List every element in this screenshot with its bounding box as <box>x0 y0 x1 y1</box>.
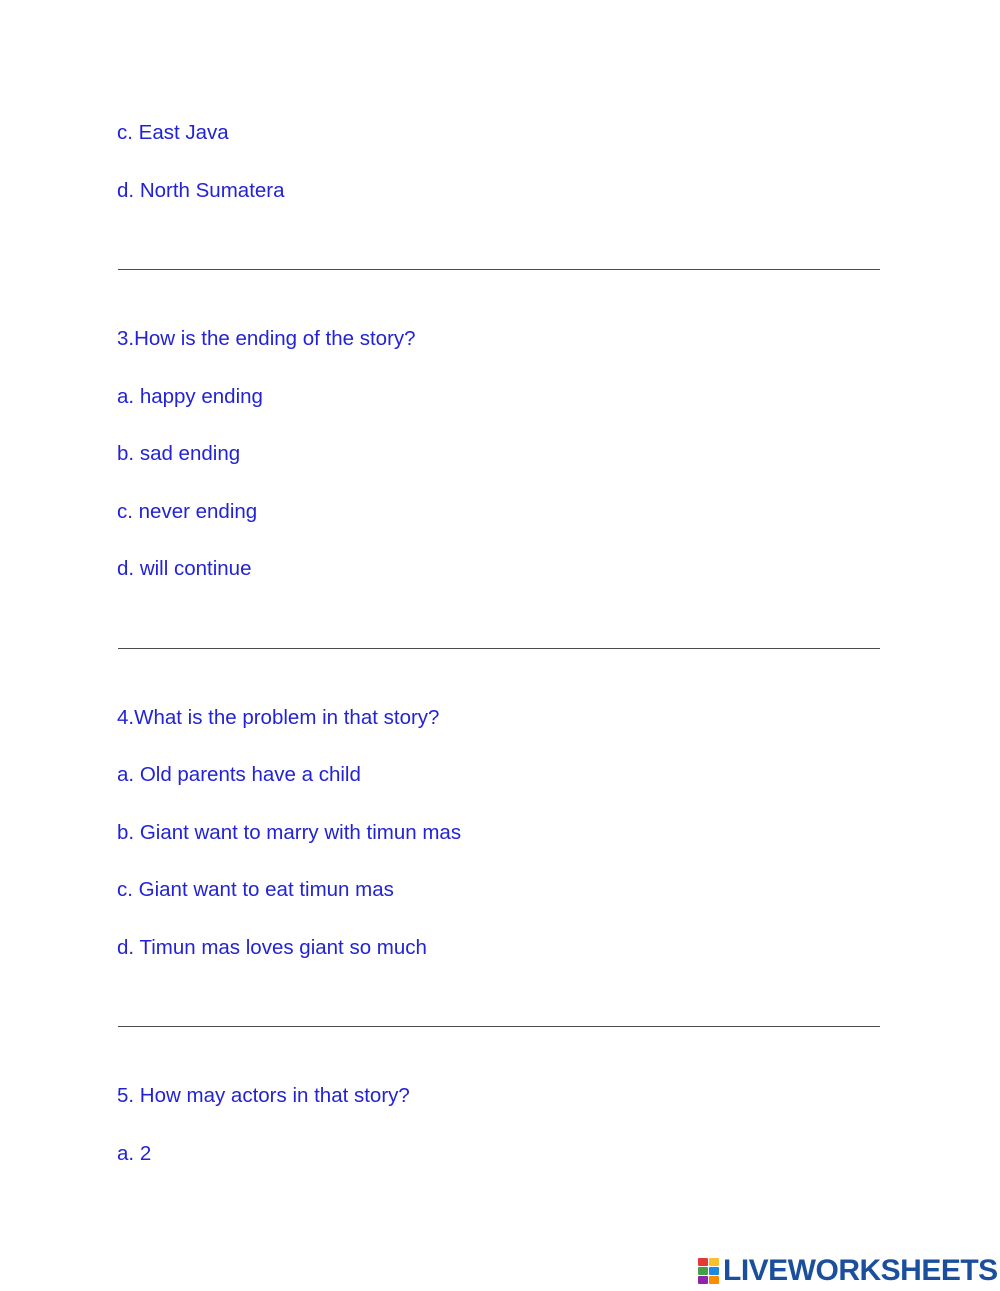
option-letter: c. <box>117 121 133 144</box>
q3-option-d <box>117 556 251 582</box>
liveworksheets-mark-icon <box>698 1258 720 1284</box>
option-letter: b. <box>117 442 135 465</box>
option-letter: a. <box>117 385 135 408</box>
q5-option-a <box>117 1141 151 1167</box>
q4-option-d <box>117 935 427 961</box>
answer-line[interactable] <box>118 1026 880 1027</box>
q4-option-a <box>117 762 361 788</box>
option-letter: d. <box>117 557 135 580</box>
option-letter: d. <box>117 179 135 202</box>
q5-question: 5. How may actors in that story? <box>117 1084 410 1107</box>
option-letter: a. <box>117 763 135 786</box>
answer-line[interactable] <box>118 648 880 649</box>
logo-text: LIVEWORKSHEETS <box>723 1254 998 1287</box>
liveworksheets-logo[interactable] <box>698 1256 998 1286</box>
option-letter: a. <box>117 1142 135 1165</box>
q4-option-c <box>117 877 394 903</box>
option-text: East Java <box>138 121 229 144</box>
option-letter: c. <box>117 878 133 901</box>
option-text: North Sumatera <box>139 179 285 202</box>
option-text: happy ending <box>139 385 263 408</box>
q2-option-c <box>117 120 229 146</box>
q4-option-b <box>117 820 461 846</box>
option-text: Giant want to eat timun mas <box>138 878 394 901</box>
option-text: Timun mas loves giant so much <box>139 936 427 959</box>
q3-option-c <box>117 499 257 525</box>
option-text: Giant want to marry with timun mas <box>139 821 462 844</box>
q3-option-b <box>117 441 240 467</box>
option-text: sad ending <box>139 442 241 465</box>
option-letter: c. <box>117 500 133 523</box>
q3-question: 3.How is the ending of the story? <box>117 327 416 350</box>
option-text: 2 <box>139 1142 152 1165</box>
option-letter: b. <box>117 821 135 844</box>
q2-option-d <box>117 178 285 204</box>
answer-line[interactable] <box>118 269 880 270</box>
option-letter: d. <box>117 936 135 959</box>
option-text: will continue <box>139 557 252 580</box>
option-text: Old parents have a child <box>139 763 361 786</box>
q4-question: 4.What is the problem in that story? <box>117 706 440 729</box>
q3-option-a <box>117 384 263 410</box>
option-text: never ending <box>138 500 258 523</box>
